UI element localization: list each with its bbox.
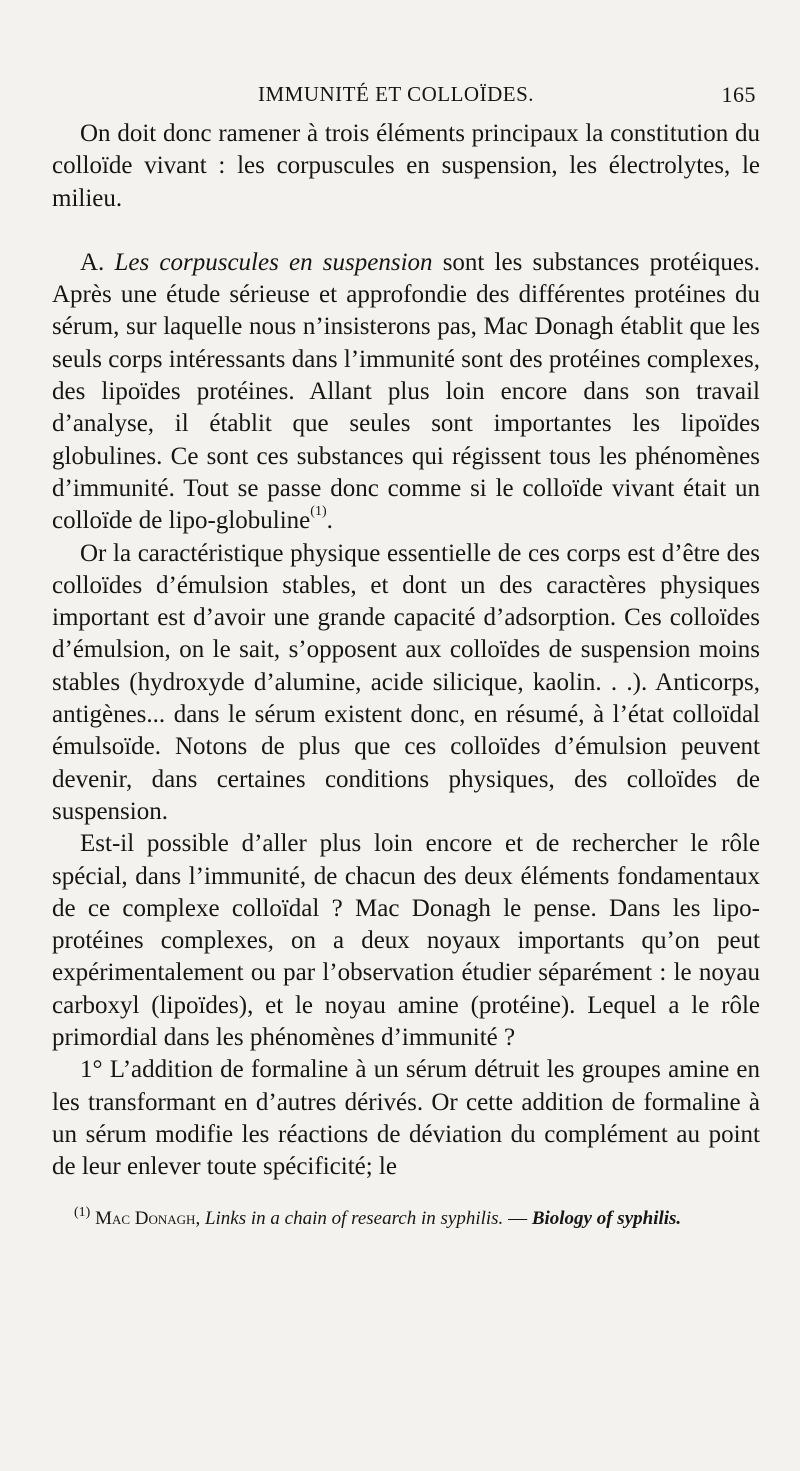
paragraph-2-end: . [326,507,333,535]
section-heading-italic: Les corpuscules en suspension [114,248,433,276]
paragraph-1: On doit donc ramener à trois éléments principaux la constitution du colloïde vivant : les corpuscules en suspension, les électrolytes, le milieu. [52,120,760,212]
paragraph-2 [52,247,760,538]
paragraph-3: Or la caractéristique physique essentielle de ces corps est d’être des colloïdes d’émulsion stables, et dont un des caractères physiques important est d’avoir une grande capacité d’adsorption. Ces colloïdes d’émulsion, on le sait, s’opposent aux colloïdes de suspension moins stables (hydroxyde d’alumine, acide silicique, kaolin. . .). Anticorps, antigènes... dans le sérum existent donc, en résumé, à l’état colloïdal émulsoïde. Notons de plus que ces colloïdes d’émulsion peuvent devenir, dans certaines conditions physiques, des colloïdes de suspension. [52,539,760,825]
footnote-author: Mac Donagh, [95,1207,201,1229]
footnote-dash: — [508,1207,528,1229]
section-gap [52,215,760,247]
paragraph-5: 1° L’addition de formaline à un sérum détruit les groupes amine en les transformant en d’autres dérivés. Or cette addition de formaline à un sérum modifie les réactions de déviation du complément au point de leur enlever toute spécificité; le [52,1056,760,1181]
footnote-title-2: Biology of syphilis. [531,1207,682,1229]
footnotes [52,1206,760,1232]
page-number: 165 [721,82,756,107]
footnote-reference: (1) [310,504,327,520]
footnote-1 [52,1206,760,1232]
section-marker: A. [80,248,105,276]
paragraph-2-text: sont les substances protéiques. Après une étude sérieuse et approfondie des différentes protéines du sérum, sur laquelle nous n’insisterons pas, Mac Donagh établit que les seuls corps intéressants dans l’immunité sont des protéines complexes, des lipoïdes protéines. Allant plus loin encore dans son travail d’analyse, il établit que seules sont importantes les lipoïdes globulines. Ce sont ces substances qui régissent tous les phénomènes d’immunité. Tout se passe donc comme si le colloïde vivant était un colloïde de lipo-globuline [52,248,760,535]
running-title: IMMUNITÉ ET COLLOÏDES. [258,82,535,106]
footnote-marker: (1) [74,1204,91,1220]
paragraph-4: Est-il possible d’aller plus loin encore et de rechercher le rôle spécial, dans l’immunité, de chacun des deux éléments fondamentaux de ce complexe colloïdal ? Mac Donagh le pense. Dans les lipo-protéines complexes, on a deux noyaux importants qu’on peut expérimentalement ou par l’observation étudier séparément : le noyau carboxyl (lipoïdes), et le noyau amine (protéine). Lequel a le rôle primordial dans les phénomènes d’immunité ? [52,830,760,1052]
running-head [52,78,760,118]
footnote-title-1: Links in a chain of research in syphilis. [204,1207,504,1229]
page [52,78,760,1232]
